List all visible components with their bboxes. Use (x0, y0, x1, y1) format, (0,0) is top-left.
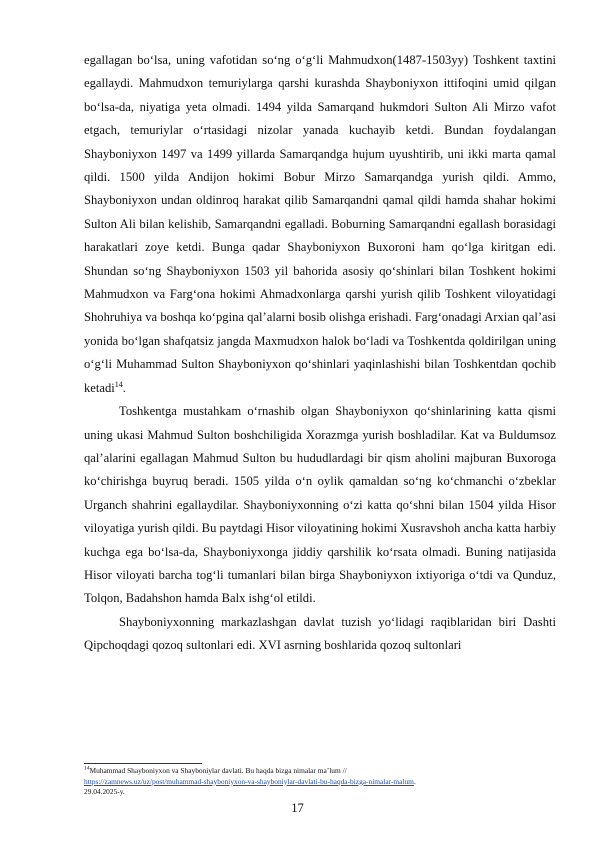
footnote-divider (84, 763, 202, 764)
footnote-reference[interactable]: 14 (114, 379, 123, 389)
footnote-number: 14 (84, 765, 90, 772)
footnote-link[interactable]: https://zamnews.uz/uz/post/muhammad-shayboniyxon-va-shayboniylar-davlati-bu-haqda-bizga-nimalar-malum (84, 776, 414, 786)
footnote-text: Muhammad Shayboniyxon va Shayboniylar davlati. Bu haqda bizga nimalar ma’lum // (89, 766, 347, 775)
footnote-link-tail: . (413, 776, 416, 786)
footnote-line-1 (84, 766, 556, 777)
paragraph-3-text: Shayboniyxonning markazlashgan davlat tuzish yo‘lidagi raqiblaridan biri Dashti Qipchoqdagi qozoq sultonlari edi. XVI asrning boshlarida qozoq sultonlari (84, 614, 556, 653)
paragraph-1 (84, 49, 556, 400)
paragraph-2 (84, 400, 556, 611)
document-body (84, 49, 556, 658)
page-number: 17 (291, 801, 304, 815)
footnote-line-2 (84, 777, 556, 788)
footnote-date: 29.04.2025-y. (84, 787, 125, 796)
footnote (84, 766, 556, 798)
paragraph-1-tail: . (122, 380, 126, 395)
paragraph-3 (84, 611, 556, 658)
paragraph-1-text: egallagan bo‘lsa, uning vafotidan so‘ng o‘g‘li Mahmudxon(1487-1503yy) Toshkent taxtini egallaydi. Mahmudxon temuriylarga qarshi kurashda Shayboniyxon ittifoqini umid qilgan bo‘lsa-da, niyatiga yeta olmadi. 1494 yilda Samarqand hukmdori Sulton Ali Mirzo vafot etgach, temuriylar o‘rtasidagi nizolar yanada kuchayib ketdi. Bundan foydalangan Shayboniyxon 1497 va 1499 yillarda Samarqandga hujum uyushtirib, uni ikki marta qamal qildi. 1500 yilda Andijon hokimi Bobur Mirzo Samarqandga yurish qildi. Ammo, Shayboniyxon undan oldinroq harakat qilib Samarqandni qamal qildi hamda shahar hokimi Sulton Ali bilan kelishib, Samarqandni egalladi. Boburning Samarqandni egallash borasidagi harakatlari zoye ketdi. Bunga qadar Shayboniyxon Buxoroni ham qo‘lga kiritgan edi. Shundan so‘ng Shayboniyxon 1503 yil bahorida asosiy qo‘shinlari bilan Toshkent hokimi Mahmudxon va Farg‘ona hokimi Ahmadxonlarga qarshi yurish qilib Toshkent viloyatidagi Shohruhiya va boshqa ko‘pgina qal’alarni bosib olishga erishadi. Farg‘onadagi Arxian qal’asi yonida bo‘lgan shafqatsiz jangda Maxmudxon halok bo‘ladi va Toshkentda qoldirilgan uning o‘g‘li Muhammad Sulton Shayboniyxon qo‘shinlari yaqinlashishi bilan Toshkentdan qochib ketadi (84, 53, 556, 395)
paragraph-2-text: Toshkentga mustahkam o‘rnashib olgan Shayboniyxon qo‘shinlarining katta qismi uning ukasi Mahmud Sulton boshchiligida Xorazmga yurish boshladilar. Kat va Buldumsoz qal’alarini egallagan Mahmud Sulton bu hududlardagi bir qism aholini majburan Buxoroga ko‘chirishga buyruq beradi. 1505 yilda o‘n oylik qamaldan so‘ng ko‘chmanchi o‘zbeklar Urganch shahrini egallaydilar. Shayboniyxonning o‘zi katta qo‘shni bilan 1504 yilda Hisor viloyatiga yurish qildi. Bu paytdagi Hisor viloyatining hokimi Xusravshoh ancha katta harbiy kuchga ega bo‘lsa-da, Shayboniyxonga jiddiy qarshilik ko‘rsata olmadi. Buning natijasida Hisor viloyati barcha tog‘li tumanlari bilan birga Shayboniyxon ixtiyoriga o‘tdi va Qunduz, Tolqon, Badahshon hamda Balx ishg‘ol etildi. (84, 404, 556, 606)
